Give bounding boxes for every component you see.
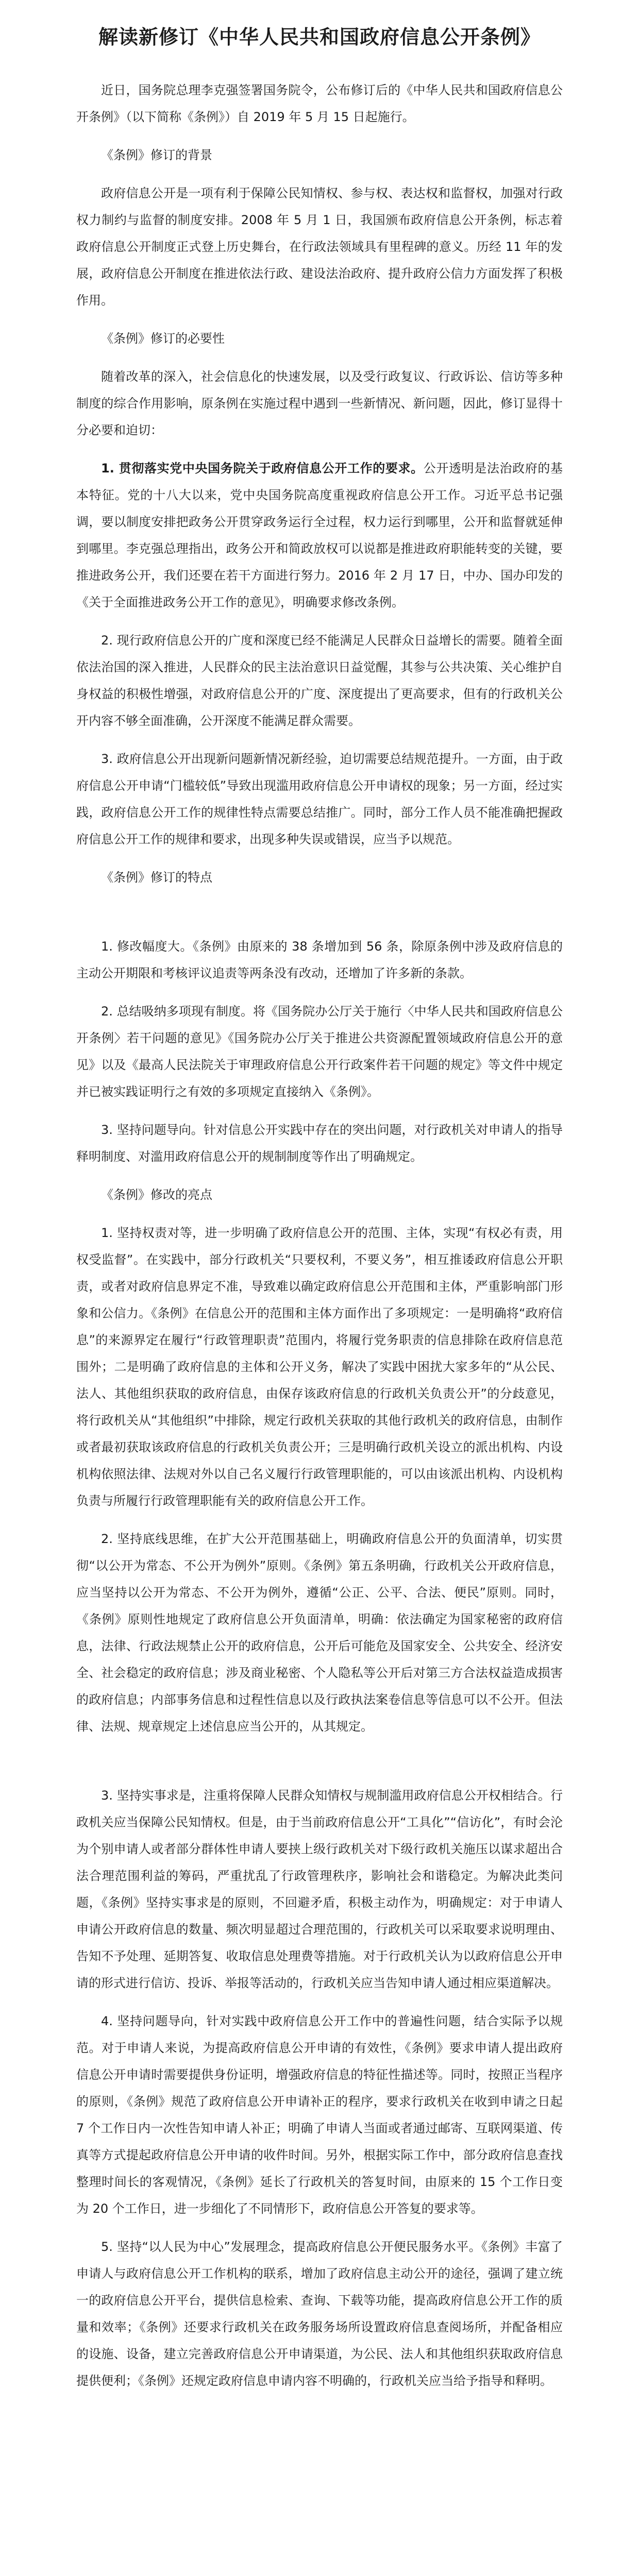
- article-title: 解读新修订《中华人民共和国政府信息公开条例》: [98, 26, 541, 48]
- features-paragraph-2: 2. 总结吸纳多项现有制度。将《国务院办公厅关于施行〈中华人民共和国政府信息公开条例〉若干问题的意见》《国务院办公厅关于推进公共资源配置领域政府信息公开的意见》以及《最高人民法院关于审理政府信息公开行政案件若干问题的规定》等文件中规定并已被实践证明行之有效的多项规定直接纳入《条例》。: [76, 1004, 563, 1099]
- necessity-paragraph-1: [76, 455, 563, 616]
- necessity-paragraph-1-lead: 1. 贯彻落实党中央国务院关于政府信息公开工作的要求。: [101, 461, 424, 476]
- section-heading-features: 《条例》修订的特点: [101, 870, 212, 885]
- background-paragraph: 政府信息公开是一项有利于保障公民知情权、参与权、表达权和监督权，加强对行政权力制约与监督的制度安排。2008 年 5 月 1 日，我国颁布政府信息公开条例，标志着政府信息公开制度正式登上历史舞台，在行政法领域具有里程碑的意义。历经 11 年的发展，政府信息公开制度在推进依法行政、建设法治政府、提升政府公信力方面发挥了积极作用。: [76, 186, 563, 308]
- section-heading-highlights: 《条例》修改的亮点: [101, 1188, 212, 1202]
- highlights-paragraph-5: 5. 坚持“以人民为中心”发展理念，提高政府信息公开便民服务水平。《条例》丰富了申请人与政府信息公开工作机构的联系，增加了政府信息主动公开的途径，强调了建立统一的政府信息公开平台，提供信息检索、查询、下载等功能，提高政府信息公开工作的质量和效率；《条例》还要求行政机关在政务服务场所设置政府信息查阅场所，并配备相应的设施、设备，建立完善政府信息公开申请渠道，为公民、法人和其他组织获取政府信息提供便利；《条例》还规定政府信息申请内容不明确的，行政机关应当给予指导和释明。: [76, 2240, 563, 2388]
- article-body: [76, 77, 563, 2394]
- intro-paragraph: 近日，国务院总理李克强签署国务院令，公布修订后的《中华人民共和国政府信息公开条例》（以下简称《条例》）自 2019 年 5 月 15 日起施行。: [76, 83, 563, 125]
- spacer: [76, 902, 563, 933]
- necessity-paragraph-1-text: 公开透明是法治政府的基本特征。党的十八大以来，党中央国务院高度重视政府信息公开工作。习近平总书记强调，要以制度安排把政务公开贯穿政务运行全过程，权力运行到哪里，公开和监督就延伸到哪里。李克强总理指出，政务公开和简政放权可以说都是推进政府职能转变的关键，要推进政务公开，我们还要在若干方面进行努力。2016 年 2 月 17 日，中办、国办印发的《关于全面推进政务公开工作的意见》，明确要求修改条例。: [76, 461, 563, 610]
- section-heading-necessity: 《条例》修订的必要性: [101, 331, 225, 346]
- spacer: [76, 1751, 563, 1782]
- section-heading-background: 《条例》修订的背景: [101, 148, 212, 163]
- features-paragraph-3: 3. 坚持问题导向。针对信息公开实践中存在的突出问题，对行政机关对申请人的指导释明制度、对滥用政府信息公开的规制制度等作出了明确规定。: [76, 1123, 563, 1164]
- necessity-paragraph-3: 3. 政府信息公开出现新问题新情况新经验，迫切需要总结规范提升。一方面，由于政府信息公开申请“门槛较低”导致出现滥用政府信息公开申请权的现象；另一方面，经过实践，政府信息公开工作的规律性特点需要总结推广。同时，部分工作人员不能准确把握政府信息公开工作的规律和要求，出现多种失误或错误，应当予以规范。: [76, 752, 563, 847]
- necessity-paragraph-2: 2. 现行政府信息公开的广度和深度已经不能满足人民群众日益增长的需要。随着全面依法治国的深入推进，人民群众的民主法治意识日益觉醒，其参与公共决策、关心维护自身权益的积极性增强，对政府信息公开的广度、深度提出了更高要求，但有的行政机关公开内容不够全面准确，公开深度不能满足群众需要。: [76, 633, 563, 728]
- highlights-paragraph-2: 2. 坚持底线思维，在扩大公开范围基础上，明确政府信息公开的负面清单，切实贯彻“以公开为常态、不公开为例外”原则。《条例》第五条明确，行政机关公开政府信息，应当坚持以公开为常态、不公开为例外，遵循“公正、公平、合法、便民”原则。同时，《条例》原则性地规定了政府信息公开负面清单，明确：依法确定为国家秘密的政府信息，法律、行政法规禁止公开的政府信息，公开后可能危及国家安全、公共安全、经济安全、社会稳定的政府信息；涉及商业秘密、个人隐私等公开后对第三方合法权益造成损害的政府信息；内部事务信息和过程性信息以及行政执法案卷信息等信息可以不公开。但法律、法规、规章规定上述信息应当公开的，从其规定。: [76, 1532, 563, 1734]
- highlights-paragraph-3: 3. 坚持实事求是，注重将保障人民群众知情权与规制滥用政府信息公开权相结合。行政机关应当保障公民知情权。但是，由于当前政府信息公开“工具化”“信访化”，有时会沦为个别申请人或者部分群体性申请人要挟上级行政机关对下级行政机关施压以谋求超出合法合理范围利益的筹码，严重扰乱了行政管理秩序，影响社会和谐稳定。为解决此类问题，《条例》坚持实事求是的原则，不回避矛盾，积极主动作为，明确规定：对于申请人申请公开政府信息的数量、频次明显超过合理范围的，行政机关可以采取要求说明理由、告知不予处理、延期答复、收取信息处理费等措施。对于行政机关认为以政府信息公开申请的形式进行信访、投诉、举报等活动的，行政机关应当告知申请人通过相应渠道解决。: [76, 1788, 563, 1991]
- necessity-intro-paragraph: 随着改革的深入，社会信息化的快速发展，以及受行政复议、行政诉讼、信访等多种制度的综合作用影响，原条例在实施过程中遇到一些新情况、新问题，因此，修订显得十分必要和迫切：: [76, 369, 563, 438]
- features-paragraph-1: 1. 修改幅度大。《条例》由原来的 38 条增加到 56 条，除原条例中涉及政府信息的主动公开期限和考核评议追责等两条没有改动，还增加了许多新的条款。: [76, 939, 563, 981]
- highlights-paragraph-1: 1. 坚持权责对等，进一步明确了政府信息公开的范围、主体，实现“有权必有责，用权受监督”。在实践中，部分行政机关“只要权利，不要义务”，相互推诿政府信息公开职责，或者对政府信息界定不准，导致难以确定政府信息公开范围和主体，严重影响部门形象和公信力。《条例》在信息公开的范围和主体方面作出了多项规定：一是明确将“政府信息”的来源界定在履行“行政管理职责”范围内，将履行党务职责的信息排除在政府信息范围外；二是明确了政府信息的主体和公开义务，解决了实践中困扰大家多年的“从公民、法人、其他组织获取的政府信息，由保存该政府信息的行政机关负责公开”的分歧意见，将行政机关从“其他组织”中排除，规定行政机关获取的其他行政机关的政府信息，由制作或者最初获取该政府信息的行政机关负责公开；三是明确行政机关设立的派出机构、内设机构依照法律、法规对外以自己名义履行行政管理职能的，可以由该派出机构、内设机构负责与所履行行政管理职能有关的政府信息公开工作。: [76, 1226, 563, 1509]
- highlights-paragraph-4: 4. 坚持问题导向，针对实践中政府信息公开工作中的普遍性问题，结合实际予以规范。对于申请人来说，为提高政府信息公开申请的有效性，《条例》要求申请人提出政府信息公开申请时需要提供身份证明，增强政府信息的特征性描述等。同时，按照正当程序的原则，《条例》规范了政府信息公开申请补正的程序，要求行政机关在收到申请之日起 7 个工作日内一次性告知申请人补正；明确了申请人当面或者通过邮寄、互联网渠道、传真等方式提起政府信息公开申请的收件时间。另外，根据实际工作中，部分政府信息查找整理时间长的客观情况，《条例》延长了行政机关的答复时间，由原来的 15 个工作日变为 20 个工作日，进一步细化了不同情形下，政府信息公开答复的要求等。: [76, 2014, 563, 2216]
